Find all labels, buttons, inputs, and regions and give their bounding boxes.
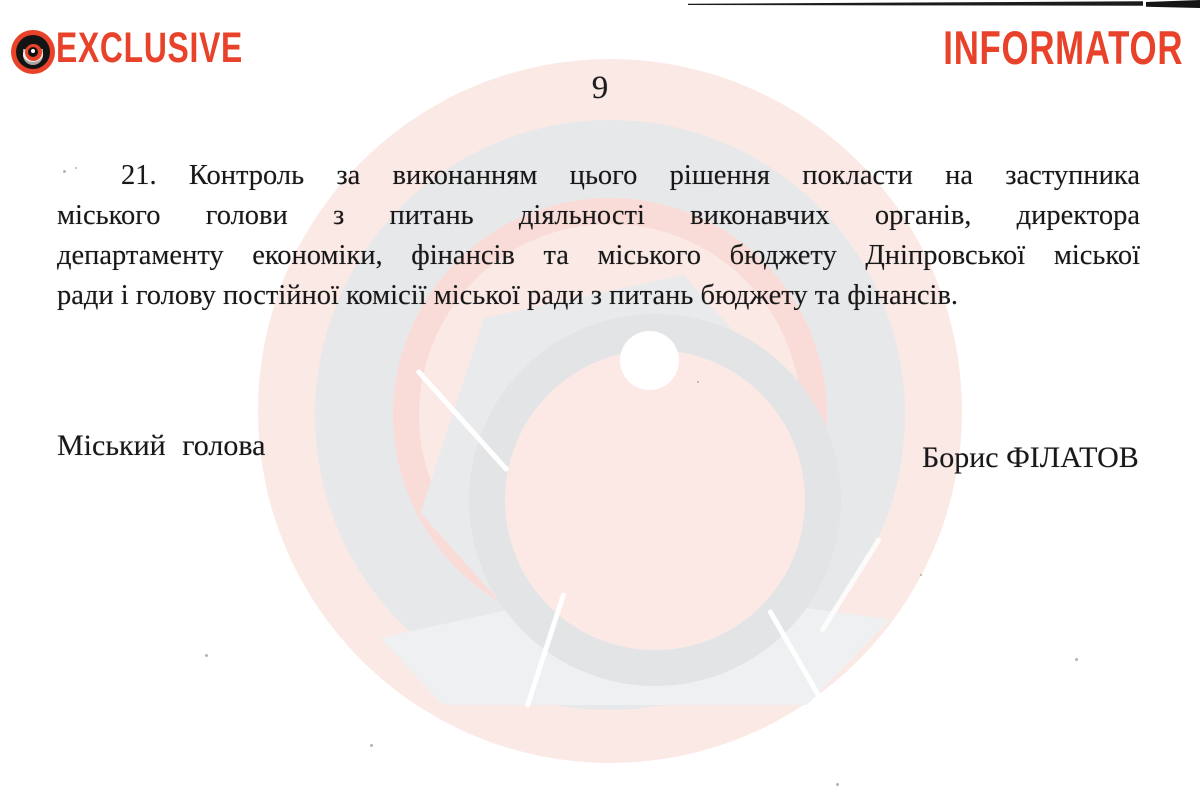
exclusive-wordmark: EXCLUSIVE bbox=[56, 24, 244, 72]
eye-icon-outline bbox=[16, 35, 50, 69]
paragraph-line: 21. Контроль за виконанням цього рішення покласти на заступника bbox=[121, 160, 1140, 191]
scan-speck bbox=[920, 574, 922, 576]
exclusive-eye-icon bbox=[11, 30, 55, 74]
scan-speck bbox=[1075, 658, 1078, 661]
signature-name: Борис ФІЛАТОВ bbox=[922, 441, 1139, 474]
scan-speck bbox=[370, 744, 373, 747]
eye-icon-pupil bbox=[28, 47, 38, 57]
watermark-eye-iris bbox=[505, 350, 805, 650]
scan-speck bbox=[205, 654, 208, 657]
eye-icon-iris bbox=[25, 44, 42, 61]
eye-icon-glint bbox=[31, 49, 35, 53]
paragraph-line: департаменту економіки, фінансів та міського бюджету Дніпровської міської bbox=[57, 240, 1140, 271]
decree-paragraph bbox=[57, 156, 1140, 316]
paragraph-line: міського голови з питань діяльності виконавчих органів, директора bbox=[57, 200, 1140, 231]
scan-speck bbox=[75, 167, 77, 169]
scan-speck bbox=[697, 381, 699, 383]
scan-speck bbox=[63, 170, 66, 173]
page-number: 9 bbox=[591, 70, 609, 106]
paragraph-line: ради і голову постійної комісії міської ради з питань бюджету та фінансів. bbox=[57, 280, 959, 311]
signature-title: Міський голова bbox=[57, 429, 266, 462]
watermark-pupil-highlight bbox=[620, 331, 679, 390]
informator-wordmark: INFORMATOR bbox=[943, 21, 1183, 74]
scan-speck bbox=[836, 783, 839, 786]
